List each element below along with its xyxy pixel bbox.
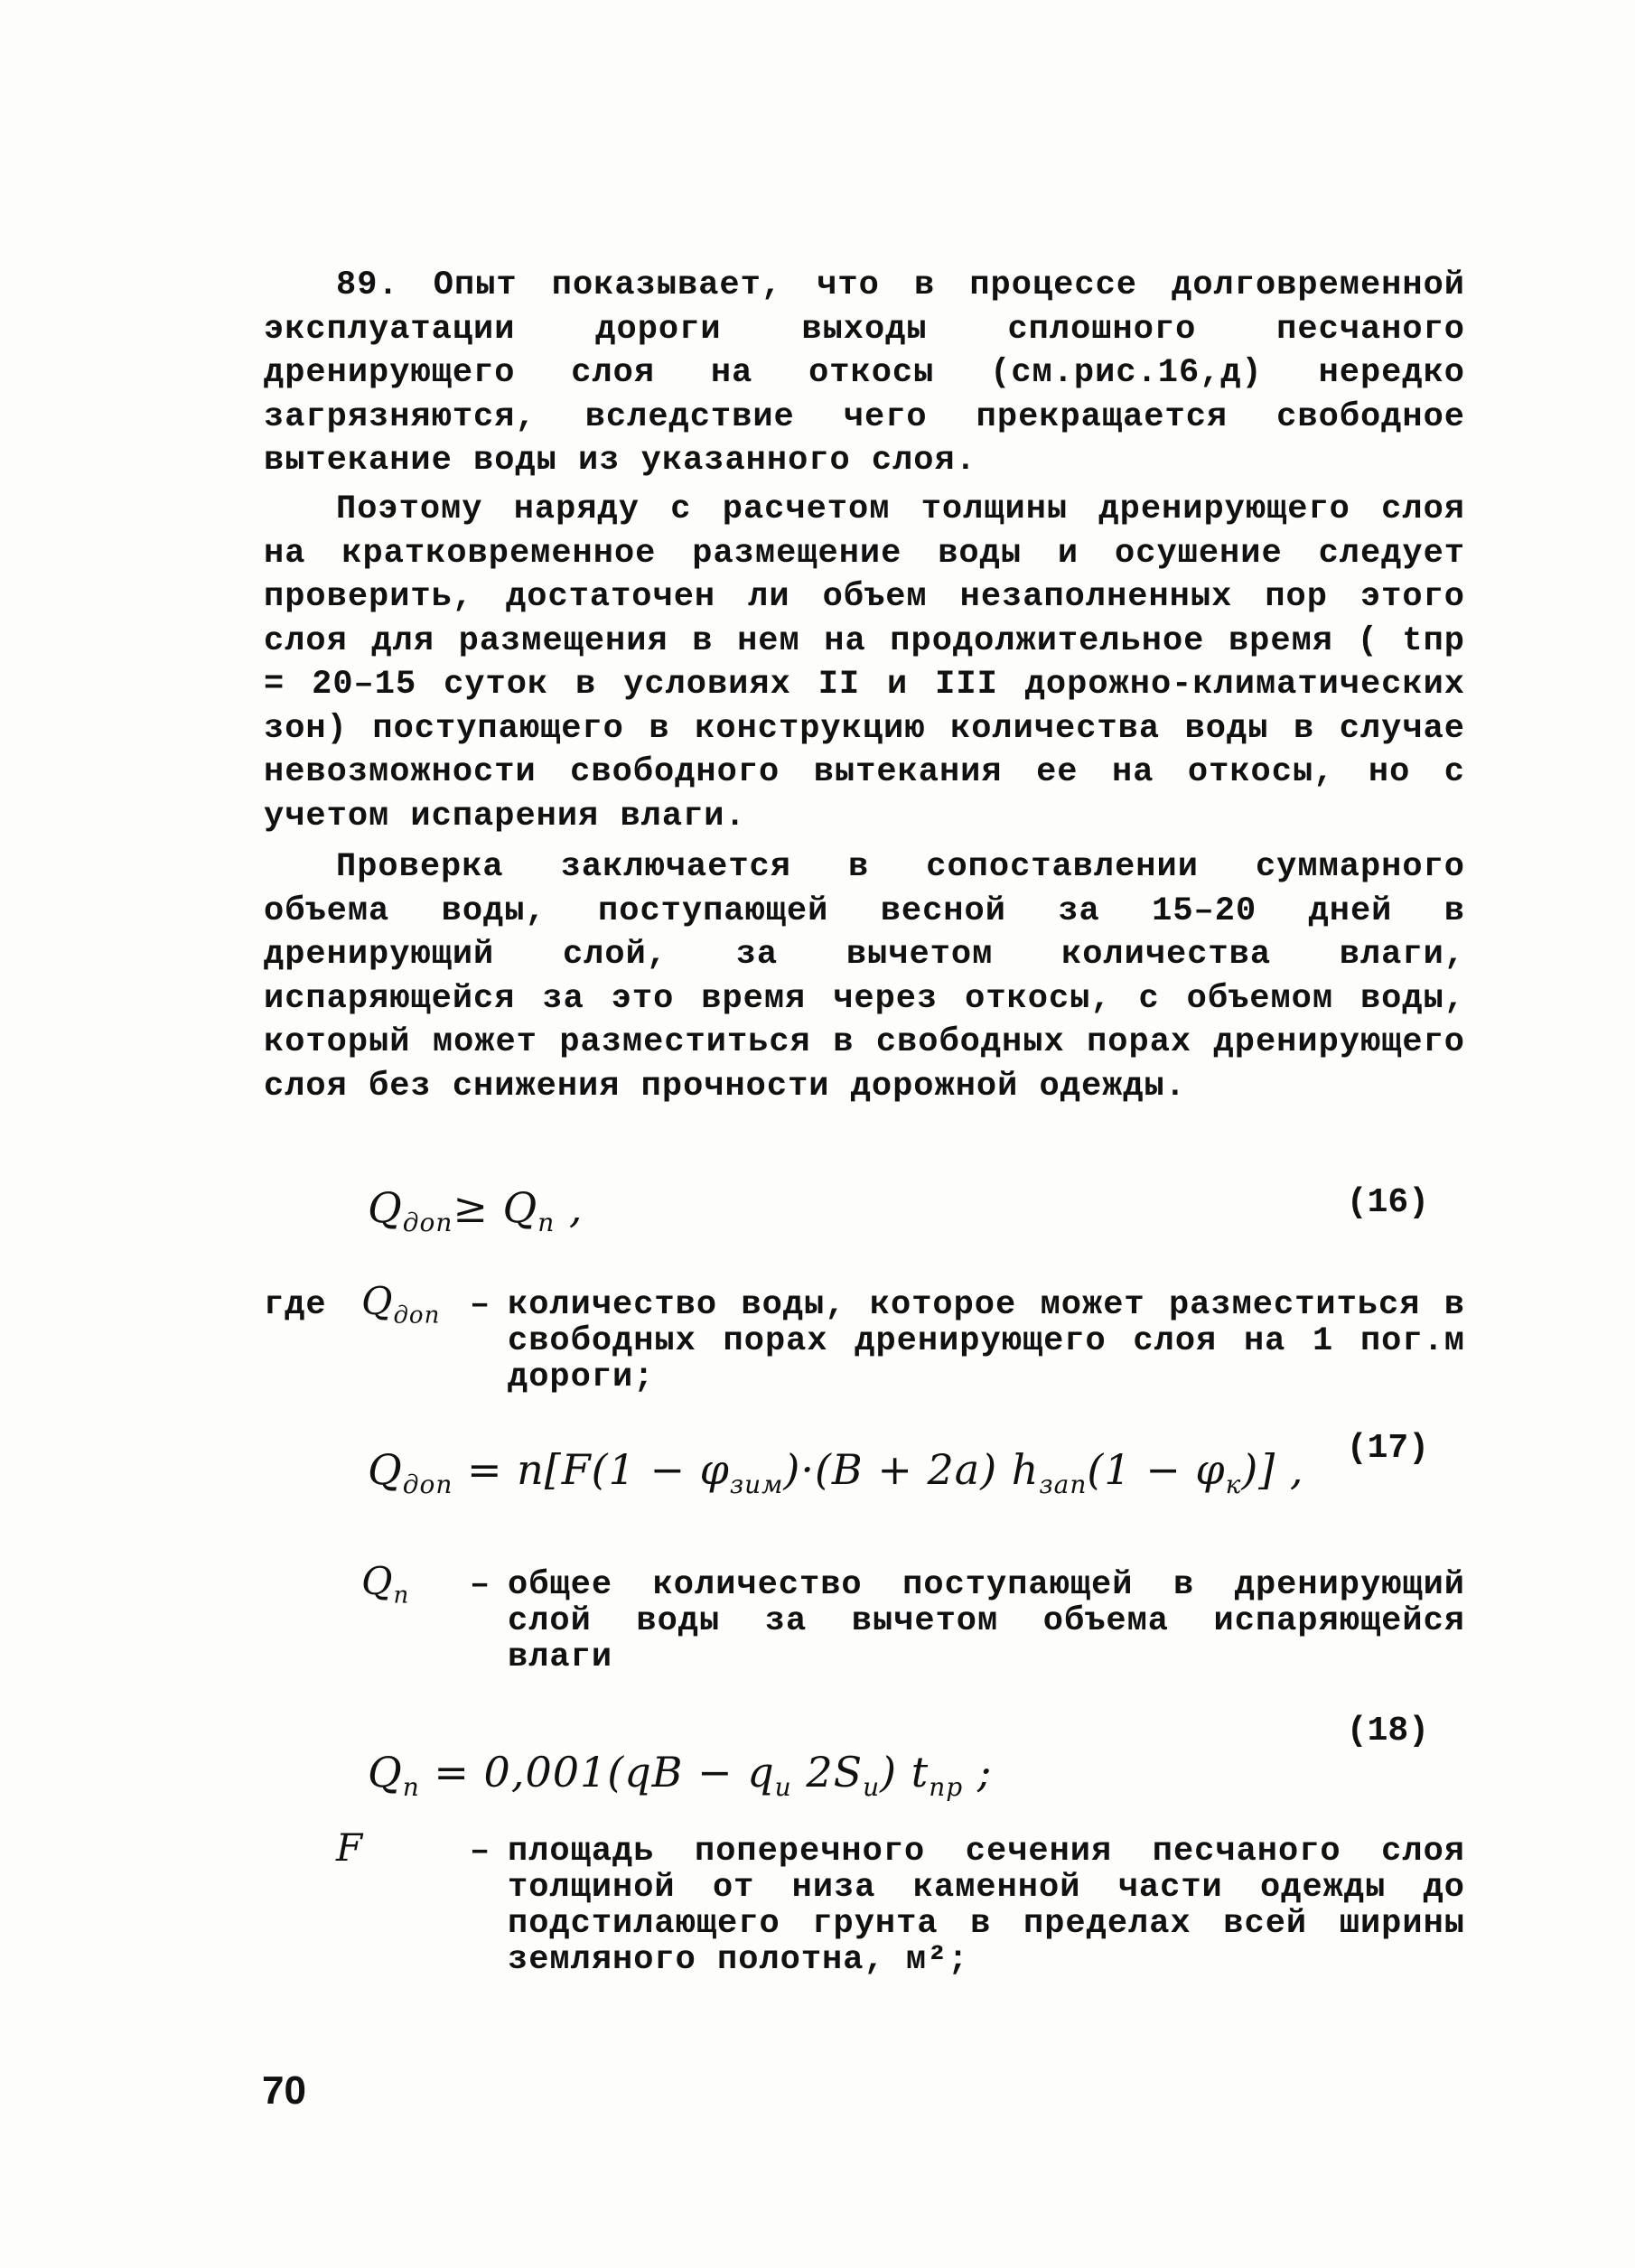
definition-q-p [264,1559,1465,1685]
definition-q-dop [264,1279,1465,1405]
paragraph-text: 89. Опыт показывает, что в процессе долговременной эксплуатации дороги выходы сплошного песчаного дренирующего слоя на откосы (см.рис.16,д) нередко загрязняются, вследствие чего прекращается свободное вытекание воды из указанного слоя. [264,266,1465,480]
definition-text: количество воды, которое может разместиться в свободных порах дренирующего слоя на 1 пог.м дороги; [508,1286,1465,1396]
equation-16-formula: $Q_{доп}\ge Q_п$ , [368,1183,584,1238]
equation-17-number: (17) [1346,1429,1429,1468]
definition-term: $Q_п$ [361,1559,410,1610]
definition-lead: где [264,1286,327,1324]
equation-17 [264,1429,1465,1508]
equation-16-number: (16) [1346,1183,1429,1222]
paragraph-text: Проверка заключается в сопоставлении суммарного объема воды, поступающей весной за 15–20 дней в дренирующий слой, за вычетом количества влаги, испаряющейся за это время через откосы, с объемом воды, который может разместиться в свободных порах дренирующего слоя без снижения прочности дорожной одежды. [264,848,1465,1106]
definition-dash: – [470,1286,491,1324]
equation-16 [264,1183,1465,1246]
definition-text: общее количество поступающей в дренирующий слой воды за вычетом объема испаряющейся влаги [508,1566,1465,1676]
definition-text: площадь поперечного сечения песчаного слоя толщиной от низа каменной части одежды до подстилающего грунта в пределах всей ширины земляного полотна, м²; [508,1833,1465,1979]
paragraph-text: Поэтому наряду с расчетом толщины дренирующего слоя на кратковременное размещение воды и осушение следует проверить, достаточен ли объем незаполненных пор этого слоя для размещения в нем на продолжительное время ( tпр = 20–15 суток в условиях II и III дорожно-климатических зон) поступающего в конструкцию количества воды в случае невозможности свободного вытекания ее на откосы, но с учетом испарения влаги. [264,490,1465,835]
definition-term: $Q_{доп}$ [361,1279,441,1330]
equation-18-formula: $Q_п = 0,001(qB - q_и$ $2S_и$) $t_{пр}$ ; [368,1748,993,1803]
paragraph-check [264,845,1465,1108]
definition-f [264,1825,1465,1987]
definition-dash: – [470,1833,491,1871]
equation-17-formula: $Q_{доп} = n[F(1 - \varphi_{зим})\cdot(B + 2a) h_{зап}(1 - \varphi_к)]$ , [368,1445,1304,1500]
paragraph-89 [264,264,1465,483]
definition-term: F [336,1825,364,1870]
page-number: 70 [262,2068,306,2113]
equation-18-number: (18) [1346,1712,1429,1750]
definition-dash: – [470,1566,491,1604]
paragraph-calculation [264,488,1465,838]
equation-18 [264,1712,1465,1811]
